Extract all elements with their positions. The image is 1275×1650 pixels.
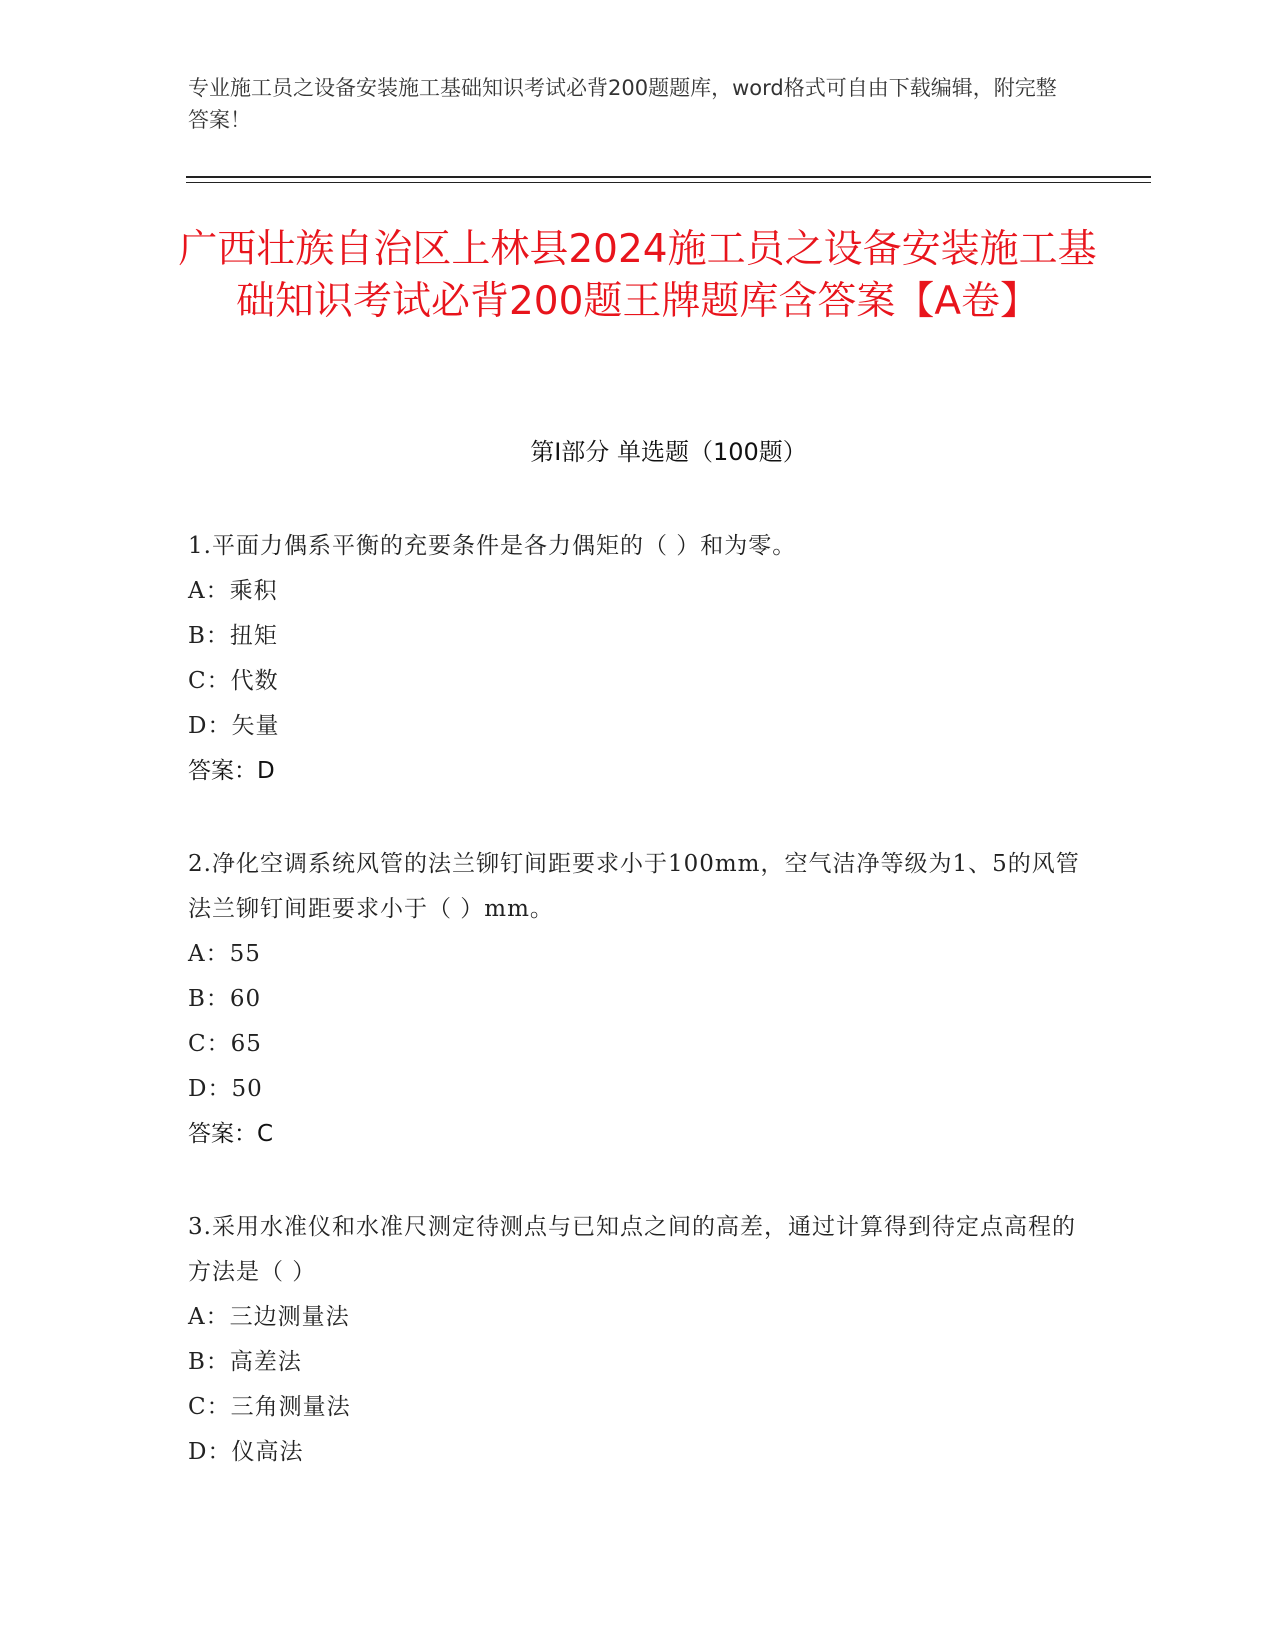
option-c: C：三角测量法: [188, 1394, 351, 1420]
option-c: C：代数: [188, 668, 279, 694]
option-b: B：高差法: [188, 1349, 302, 1375]
header-note: 专业施工员之设备安装施工基础知识考试必背200题题库，word格式可自由下载编辑，附完整答案！: [188, 76, 1057, 132]
section-title: 第I部分 单选题（100题）: [530, 438, 807, 466]
question-stem: 2.净化空调系统风管的法兰铆钉间距要求小于100mm，空气洁净等级为1、5的风管法兰铆钉间距要求小于（ ）mm。: [188, 851, 1080, 922]
option-a: A：55: [188, 941, 261, 967]
option-d: D：50: [188, 1076, 263, 1102]
header-divider-thick: [186, 176, 1151, 178]
answer-label: 答案：C: [188, 1121, 274, 1147]
question-stem: 1.平面力偶系平衡的充要条件是各力偶矩的（ ）和为零。: [188, 533, 797, 559]
option-b: B：60: [188, 986, 262, 1012]
option-c: C：65: [188, 1031, 262, 1057]
question-1: [188, 524, 1088, 794]
option-d: D：矢量: [188, 713, 280, 739]
question-2: [188, 842, 1088, 1157]
option-a: A：乘积: [188, 578, 278, 604]
option-d: D：仪高法: [188, 1439, 304, 1465]
option-b: B：扭矩: [188, 623, 278, 649]
document-title: 广西壮族自治区上林县2024施工员之设备安装施工基础知识考试必背200题王牌题库含答案【A卷】: [178, 227, 1097, 324]
question-stem: 3.采用水准仪和水准尺测定待测点与已知点之间的高差，通过计算得到待定点高程的方法是（ ）: [188, 1214, 1076, 1285]
option-a: A：三边测量法: [188, 1304, 350, 1330]
question-3: [188, 1205, 1088, 1475]
answer-label: 答案：D: [188, 758, 275, 784]
question-list: [188, 524, 1088, 1523]
header-divider-thin: [186, 182, 1151, 183]
